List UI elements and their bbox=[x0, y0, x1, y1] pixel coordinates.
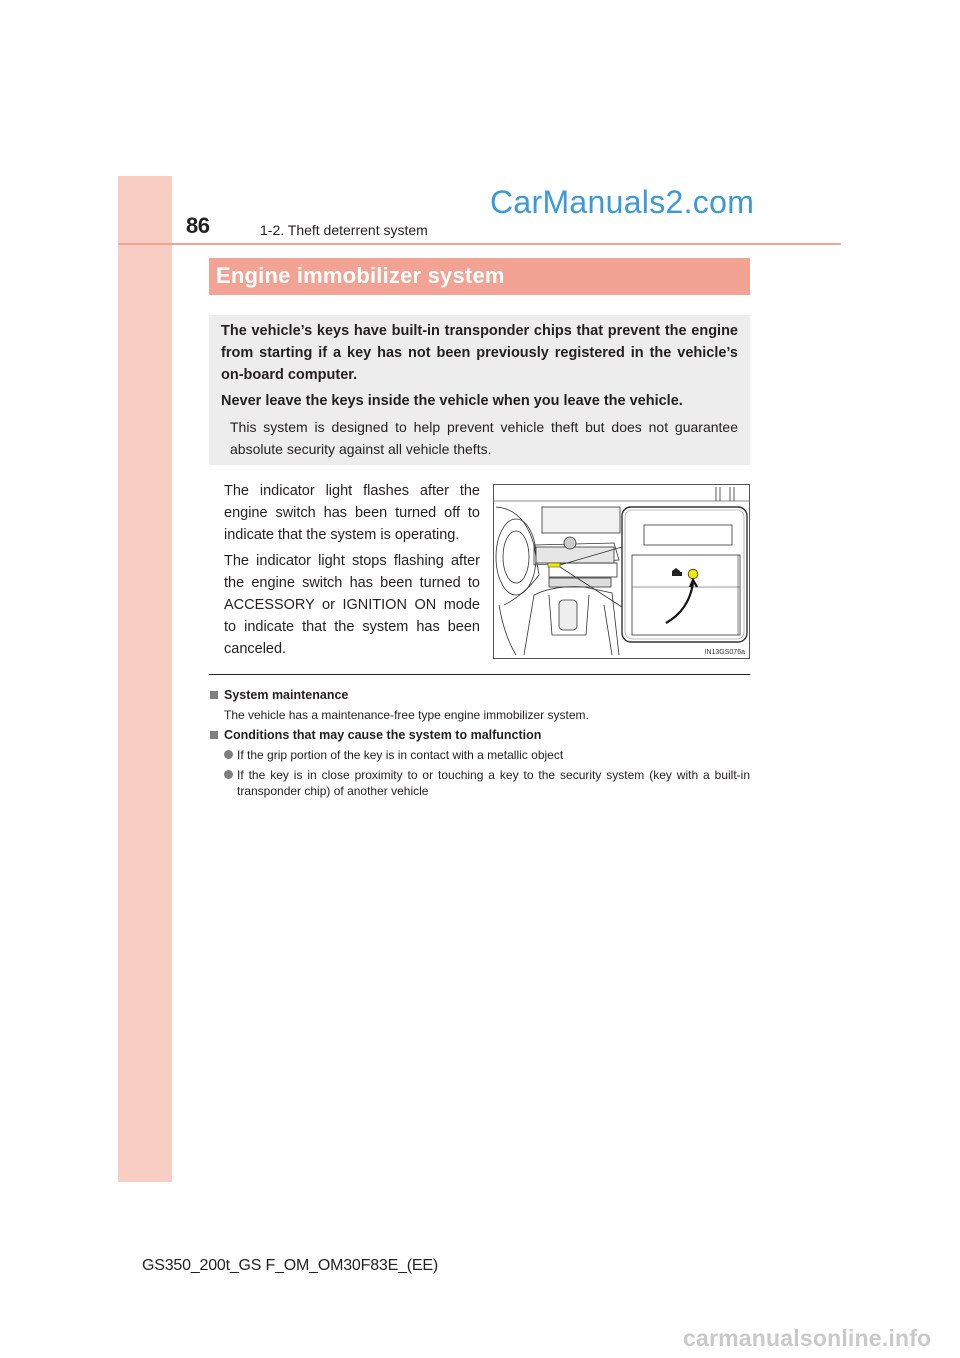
circle-bullet-icon bbox=[224, 750, 233, 759]
intro-warning: Never leave the keys inside the vehicle when you leave the vehicle. bbox=[221, 393, 683, 409]
watermark-top[interactable]: CarManuals2.com bbox=[490, 184, 755, 220]
indicator-paragraph-1: The indicator light flashes after the engine switch has been turned off to indicate that the system is operating. bbox=[224, 483, 480, 543]
dashboard-drawing bbox=[494, 485, 750, 659]
indicator-light bbox=[688, 569, 698, 579]
page-number: 86 bbox=[186, 213, 210, 238]
square-bullet-icon bbox=[210, 691, 218, 699]
indicator-description bbox=[224, 480, 480, 664]
note-body-maintenance: The vehicle has a maintenance-free type engine immobilizer system. bbox=[224, 708, 589, 722]
notes-section bbox=[209, 683, 750, 799]
section-label: 1-2. Theft deterrent system bbox=[260, 222, 428, 238]
watermark-bottom[interactable]: carmanualsonline.info bbox=[683, 1325, 932, 1351]
note-bullet-text: If the key is in close proximity to or touching a key to the security system (key with a built-in transponder chip) of another vehicle bbox=[237, 768, 750, 798]
note-heading-text: Conditions that may cause the system to malfunction bbox=[224, 728, 542, 742]
indicator-light-location bbox=[548, 563, 560, 567]
header-rule bbox=[118, 243, 841, 245]
indicator-paragraph-2: The indicator light stops flashing after the engine switch has been turned to ACCESSORY or IGNITION ON mode to indicate that the system has been canceled. bbox=[224, 553, 480, 657]
section-title-bar bbox=[209, 258, 750, 295]
intro-paragraph: The vehicle’s keys have built-in transponder chips that prevent the engine from starting if a key has not been previously registered in the vehicle’s on-board computer. bbox=[221, 323, 738, 383]
page-title: Engine immobilizer system bbox=[216, 263, 505, 288]
side-tab-band bbox=[118, 176, 172, 1182]
note-bullet-item bbox=[209, 747, 750, 763]
intro-box bbox=[209, 315, 750, 465]
note-heading-text: System maintenance bbox=[224, 688, 349, 702]
divider bbox=[209, 674, 750, 675]
square-bullet-icon bbox=[210, 731, 218, 739]
note-heading-maintenance bbox=[209, 687, 750, 703]
figure-code: IN13GS076a bbox=[704, 649, 745, 656]
note-heading-malfunction bbox=[209, 727, 750, 743]
circle-bullet-icon bbox=[224, 770, 233, 779]
intro-note: This system is designed to help prevent vehicle theft but does not guarantee absolute security against all vehicle thefts. bbox=[230, 419, 738, 457]
footer-document-code: GS350_200t_GS F_OM_OM30F83E_(EE) bbox=[142, 1257, 438, 1274]
note-bullet-item bbox=[209, 767, 750, 799]
dashboard-illustration bbox=[493, 484, 750, 659]
note-bullet-text: If the grip portion of the key is in contact with a metallic object bbox=[237, 748, 564, 762]
